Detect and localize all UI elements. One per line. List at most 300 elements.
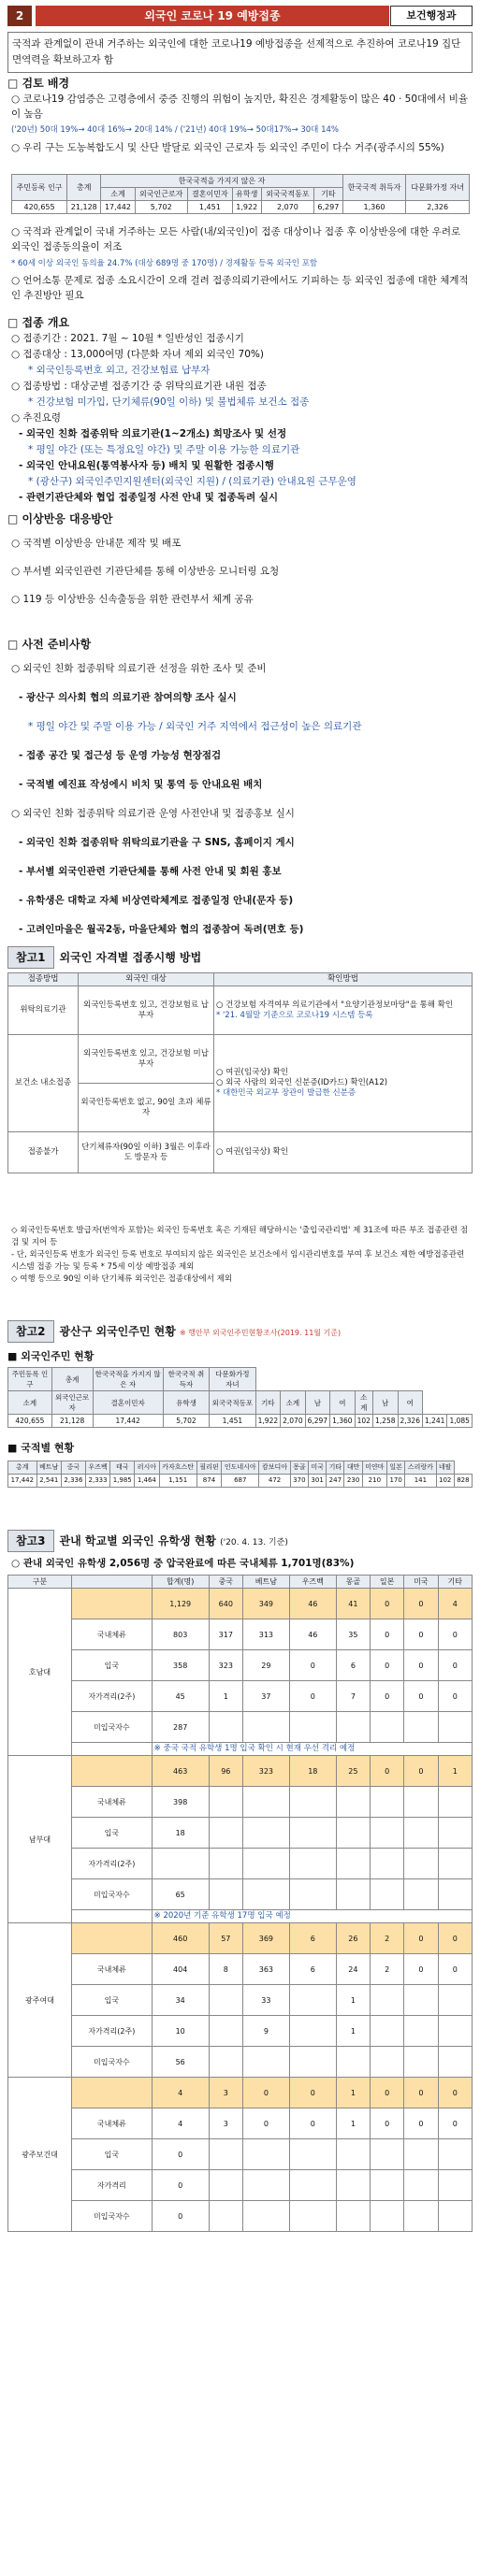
cell: 남 bbox=[373, 1391, 398, 1415]
cell bbox=[438, 2170, 472, 2201]
cell: 0 bbox=[242, 2078, 289, 2108]
cell: 입국 bbox=[72, 1985, 153, 2016]
cell: 301 bbox=[308, 1475, 326, 1488]
cell: 합계(명) bbox=[152, 1576, 209, 1589]
cell: 0 bbox=[404, 1619, 438, 1650]
cell: 141 bbox=[405, 1475, 436, 1488]
cell: 6,297 bbox=[314, 201, 343, 214]
cell: 45 bbox=[152, 1681, 209, 1712]
list-item: * (광산구) 외국인주민지원센터(외국인 지원) / (의료기관) 안내요원 근무운영 bbox=[28, 476, 356, 487]
cell: 0 bbox=[152, 2170, 209, 2201]
cell: 접종방법 bbox=[8, 973, 79, 986]
cell bbox=[242, 2170, 289, 2201]
cell: 1 bbox=[336, 1985, 370, 2016]
cell bbox=[242, 2201, 289, 2232]
cell: 57 bbox=[209, 1923, 242, 1954]
cell: 0 bbox=[371, 2108, 404, 2139]
cell: 1,464 bbox=[135, 1475, 159, 1488]
list-item: - 외국인 친화 접종위탁 위탁의료기관을 구 SNS, 홈페이지 게시 bbox=[19, 837, 295, 848]
cell: 국내체류 bbox=[72, 1954, 153, 1985]
cell: 캄보디아 bbox=[259, 1461, 290, 1475]
ref2-title: 광산구 외국인주민 현황 bbox=[59, 1325, 176, 1338]
cell: 0 bbox=[438, 1923, 472, 1954]
cell bbox=[209, 1879, 242, 1910]
cell: 9 bbox=[242, 2016, 289, 2047]
cell: 10 bbox=[152, 2016, 209, 2047]
cell: 중국 bbox=[61, 1461, 85, 1475]
list-item: ○ 119 등 이상반응 신속출동을 위한 관련부서 체계 공유 bbox=[11, 594, 254, 605]
ref3-tag: 참고3 bbox=[7, 1530, 54, 1552]
cell bbox=[438, 2201, 472, 2232]
cell: 미입국자수 bbox=[72, 2047, 153, 2078]
cell: 0 bbox=[289, 1650, 336, 1681]
lead-box: 국적과 관계없이 관내 거주하는 외국인에 대한 코로나19 예방접종을 선제적으로 추진하여 코로나19 집단면역력을 확보하고자 함 bbox=[7, 32, 473, 73]
summary-table bbox=[11, 174, 470, 214]
cell: 26 bbox=[336, 1923, 370, 1954]
cell bbox=[404, 2170, 438, 2201]
note-line: - 단, 외국인등록 번호가 외국인 등록 번호로 부여되지 않은 외국인은 보건소에서 임시관리번호를 부여 후 보건소 제한 예방접종관련시스템 접종 가능 및 등록 * 75세 이상 예방접종 제외 bbox=[11, 1250, 465, 1272]
ref2-note: ※ 행안부 외국인주민현황조사(2019. 11월 기준) bbox=[180, 1329, 342, 1337]
cell: 247 bbox=[327, 1475, 344, 1488]
cell bbox=[209, 1849, 242, 1879]
cell: 자가격리 bbox=[72, 2170, 153, 2201]
section-number: 2 bbox=[7, 6, 32, 26]
cell: 5,702 bbox=[163, 1415, 209, 1428]
cell bbox=[242, 1849, 289, 1879]
ref2-resident-table bbox=[7, 1367, 473, 1428]
cell: 1,451 bbox=[210, 1415, 255, 1428]
cell: 다문화가정 자녀 bbox=[210, 1368, 255, 1391]
school-name: 광주보건대 bbox=[8, 2078, 72, 2232]
cell: 미얀마 bbox=[362, 1461, 386, 1475]
cell: 보건소 내소접종 bbox=[8, 1035, 79, 1132]
bg-p1-note: ('20년) 50대 19%→ 40대 16%→ 20대 14% / ('21년) 40대 19%→ 50대17%→ 30대 14% bbox=[11, 125, 339, 135]
list-item: ○ 추진요령 bbox=[11, 412, 62, 424]
cell: 외국국적동포 bbox=[261, 188, 313, 201]
cell: 313 bbox=[242, 1619, 289, 1650]
cell: 420,655 bbox=[8, 1415, 52, 1428]
cell: 미입국자수 bbox=[72, 2201, 153, 2232]
overview-list bbox=[11, 331, 470, 506]
cell bbox=[371, 1849, 404, 1879]
cell: 기타 bbox=[438, 1576, 472, 1589]
cell: 0 bbox=[371, 1681, 404, 1712]
list-item: ○ 접종대상 : 13,000여명 (다문화 자녀 제외 외국인 70%) bbox=[11, 349, 264, 360]
cell: 874 bbox=[196, 1475, 221, 1488]
cell: 입국 bbox=[72, 1650, 153, 1681]
section-background-title: □ 검토 배경 bbox=[7, 77, 70, 90]
cell: 1,258 bbox=[373, 1415, 398, 1428]
cell: 1 bbox=[209, 1681, 242, 1712]
cell: 0 bbox=[371, 1756, 404, 1787]
bg-p1: ○ 코로나19 감염증은 고령층에서 중증 진행의 위험이 높지만, 확진은 경제활동이 많은 40 · 50대에서 비율이 높음 bbox=[11, 94, 469, 120]
cell: 기타 bbox=[314, 188, 343, 201]
cell: 828 bbox=[454, 1475, 472, 1488]
section-prep-title: □ 사전 준비사항 bbox=[7, 638, 92, 651]
list-item: ○ 국적별 이상반응 안내문 제작 및 배포 bbox=[11, 538, 182, 549]
cell bbox=[404, 1818, 438, 1849]
school-name: 호남대 bbox=[8, 1589, 72, 1756]
cell: 스리랑카 bbox=[405, 1461, 436, 1475]
ref3-title: 관내 학교별 외국인 유학생 현황 bbox=[59, 1534, 216, 1547]
cell: 중국 bbox=[209, 1576, 242, 1589]
cell bbox=[214, 986, 473, 1035]
cell: 한국국적을 가지지 않은 자 bbox=[101, 175, 342, 188]
cell bbox=[336, 1787, 370, 1818]
list-item: ○ 외국인 친화 접종위탁 의료기관 운영 사전안내 및 접종홍보 실시 bbox=[11, 808, 295, 819]
cell bbox=[242, 1712, 289, 1743]
ref3-lead: ○ 관내 외국인 유학생 2,056명 중 압국완료에 따른 국내체류 1,701명(83%) bbox=[11, 1558, 355, 1569]
cell: 41 bbox=[336, 1589, 370, 1619]
cell: 일본 bbox=[387, 1461, 405, 1475]
cell: 0 bbox=[371, 2078, 404, 2108]
cell: 3 bbox=[209, 2108, 242, 2139]
cell: 35 bbox=[336, 1619, 370, 1650]
cell: 1,360 bbox=[330, 1415, 355, 1428]
cell: 외국인등록번호 있고, 건강보험 미납부자 bbox=[79, 1035, 214, 1084]
cell bbox=[242, 1787, 289, 1818]
section-overview-title: □ 접종 개요 bbox=[7, 316, 70, 329]
cell: 2,070 bbox=[281, 1415, 305, 1428]
cell: 0 bbox=[438, 1619, 472, 1650]
cell: 유학생 bbox=[163, 1391, 209, 1415]
list-item: ○ 접종기간 : 2021. 7월 ~ 10월 * 일반성인 접종시기 bbox=[11, 333, 244, 344]
cell bbox=[404, 2139, 438, 2170]
cell bbox=[72, 1743, 153, 1756]
ref1-tag: 참고1 bbox=[7, 946, 54, 969]
cell: 카자흐스탄 bbox=[159, 1461, 196, 1475]
cell: 구분 bbox=[8, 1576, 72, 1589]
list-item: * 건강보험 미가입, 단기체류(90일 이하) 및 불법체류 보건소 접종 bbox=[28, 396, 310, 408]
cell bbox=[289, 2139, 336, 2170]
cell bbox=[371, 2201, 404, 2232]
cell: 18 bbox=[152, 1818, 209, 1849]
cell: 베트남 bbox=[36, 1461, 61, 1475]
cell bbox=[371, 1818, 404, 1849]
list-item: ○ 외국인 친화 접종위탁 의료기관 선정을 위한 조사 및 준비 bbox=[11, 663, 267, 674]
cell: 0 bbox=[404, 1756, 438, 1787]
cell: 소계 bbox=[101, 188, 135, 201]
cell: 2,333 bbox=[85, 1475, 109, 1488]
cell: 363 bbox=[242, 1954, 289, 1985]
cell: 3 bbox=[209, 2078, 242, 2108]
cell: 미국 bbox=[308, 1461, 326, 1475]
cell: ※ 2020년 기준 유학생 17명 입국 예정 bbox=[152, 1910, 472, 1923]
list-item: - 접종 공간 및 접근성 등 운영 가능성 현장점검 bbox=[19, 750, 222, 761]
cell: 460 bbox=[152, 1923, 209, 1954]
cell: 0 bbox=[404, 2108, 438, 2139]
cell bbox=[371, 2170, 404, 2201]
cell: 56 bbox=[152, 2047, 209, 2078]
cell: 0 bbox=[404, 1681, 438, 1712]
adverse-list bbox=[11, 529, 470, 613]
cell bbox=[404, 1849, 438, 1879]
cell bbox=[404, 2047, 438, 2078]
ref2-nation-table bbox=[7, 1461, 473, 1488]
cell: 803 bbox=[152, 1619, 209, 1650]
cell: 주민등록 인구 bbox=[8, 1368, 52, 1391]
cell: 베트남 bbox=[242, 1576, 289, 1589]
cell bbox=[209, 1787, 242, 1818]
ref2-heading bbox=[7, 1320, 341, 1341]
cell: 65 bbox=[152, 1879, 209, 1910]
list-item: ○ 접종방법 : 대상군별 접종기간 중 위탁의료기관 내원 접종 bbox=[11, 381, 267, 392]
cell: 0 bbox=[404, 1954, 438, 1985]
line: * '21. 4월말 기준으로 코로나19 시스템 등록 bbox=[216, 1010, 373, 1020]
cell: 입국 bbox=[72, 1818, 153, 1849]
cell: 여 bbox=[398, 1391, 422, 1415]
cell: 결혼이민자 bbox=[93, 1391, 163, 1415]
cell: 2,336 bbox=[61, 1475, 85, 1488]
cell: 0 bbox=[371, 1650, 404, 1681]
cell: 46 bbox=[289, 1589, 336, 1619]
list-item: - 유학생은 대학교 자체 비상연락체계로 접종일정 안내(문자 등) bbox=[19, 895, 294, 906]
cell bbox=[209, 2201, 242, 2232]
ref2-tag: 참고2 bbox=[7, 1320, 54, 1343]
cell bbox=[438, 1712, 472, 1743]
cell: 0 bbox=[371, 1619, 404, 1650]
cell: 0 bbox=[438, 2108, 472, 2139]
cell: 다문화가정 자녀 bbox=[406, 175, 470, 201]
cell: 210 bbox=[362, 1475, 386, 1488]
line: * 대한민국 외교부 장관이 발급한 신분증 bbox=[216, 1088, 356, 1098]
list-item: - 관련기관단체와 협업 접종일정 사전 안내 및 접종독려 실시 bbox=[19, 492, 279, 503]
cell: 287 bbox=[152, 1712, 209, 1743]
ref1-heading bbox=[7, 946, 201, 967]
ref3-table bbox=[7, 1575, 473, 2232]
cell bbox=[336, 1818, 370, 1849]
cell: 1,451 bbox=[187, 201, 232, 214]
cell: 입국 bbox=[72, 2139, 153, 2170]
bg-p4: ○ 언어소통 문제로 접종 소요시간이 오래 걸려 접종의뢰기관에서도 기피하는 등 외국인 접종에 대한 체계적인 추진방안 필요 bbox=[11, 275, 469, 301]
cell bbox=[72, 1910, 153, 1923]
cell: 2,326 bbox=[398, 1415, 422, 1428]
cell: 420,655 bbox=[12, 201, 67, 214]
cell: 0 bbox=[438, 1954, 472, 1985]
cell: 33 bbox=[242, 1985, 289, 2016]
cell bbox=[289, 1787, 336, 1818]
cell bbox=[404, 2016, 438, 2047]
cell: 46 bbox=[289, 1619, 336, 1650]
cell bbox=[152, 1849, 209, 1879]
cell bbox=[336, 1849, 370, 1879]
cell bbox=[438, 2016, 472, 2047]
cell: 317 bbox=[209, 1619, 242, 1650]
cell: 외국인근로자 bbox=[135, 188, 187, 201]
cell: 주민등록 인구 bbox=[12, 175, 67, 201]
list-item: - 외국인 안내요원(통역봉사자 등) 배치 및 원활한 접종시행 bbox=[19, 460, 274, 471]
cell: 1,151 bbox=[159, 1475, 196, 1488]
list-item: ○ 부서별 외국인관련 기관단체를 통해 이상반응 모니터링 요청 bbox=[11, 566, 280, 577]
cell: 1 bbox=[336, 2108, 370, 2139]
cell bbox=[209, 2016, 242, 2047]
cell: 0 bbox=[404, 1589, 438, 1619]
cell: 0 bbox=[152, 2139, 209, 2170]
cell bbox=[289, 1818, 336, 1849]
cell: 6 bbox=[289, 1954, 336, 1985]
cell bbox=[242, 1818, 289, 1849]
ref1-title: 외국인 자격별 접종시행 방법 bbox=[59, 951, 202, 964]
note-line: ◇ 외국인등록번호 발급자(번역자 포함)는 외국인 등록번호 혹은 기재된 해당하시는 '출입국관리법' 제 31조에 따른 부조 접종관련 점검 및 지어 등 bbox=[11, 1226, 468, 1247]
cell bbox=[438, 2139, 472, 2170]
list-item: - 외국인 친화 접종위탁 의료기관(1~2개소) 희망조사 및 선정 bbox=[19, 428, 287, 439]
cell: 1 bbox=[336, 2016, 370, 2047]
section-adverse-title: □ 이상반응 대응방안 bbox=[7, 512, 113, 525]
cell bbox=[242, 1879, 289, 1910]
list-item: - 국적별 예진표 작성에시 비치 및 통역 등 안내요원 배치 bbox=[19, 779, 263, 790]
cell bbox=[72, 2078, 153, 2108]
cell: 일본 bbox=[371, 1576, 404, 1589]
cell: 0 bbox=[242, 2108, 289, 2139]
cell bbox=[72, 1923, 153, 1954]
cell bbox=[214, 1035, 473, 1132]
cell bbox=[209, 1985, 242, 2016]
cell bbox=[404, 1985, 438, 2016]
prep-list bbox=[11, 655, 470, 944]
cell: 2,070 bbox=[261, 201, 313, 214]
cell: 네팔 bbox=[436, 1461, 454, 1475]
cell: 37 bbox=[242, 1681, 289, 1712]
cell: 4 bbox=[152, 2108, 209, 2139]
cell: ※ 중국 국적 유학생 1명 입국 확인 시 현재 우선 격리 예정 bbox=[152, 1743, 472, 1756]
cell: 인도네시아 bbox=[222, 1461, 259, 1475]
cell bbox=[242, 2047, 289, 2078]
cell: 230 bbox=[344, 1475, 362, 1488]
cell: 미국 bbox=[404, 1576, 438, 1589]
cell: 0 bbox=[404, 1650, 438, 1681]
cell: 1 bbox=[438, 1756, 472, 1787]
cell bbox=[209, 2170, 242, 2201]
list-item: - 고려인마을은 월곡2동, 마을단체와 협의 접종참여 독려(면호 등) bbox=[19, 924, 304, 935]
cell: 우즈벡 bbox=[85, 1461, 109, 1475]
cell: 기타 bbox=[327, 1461, 344, 1475]
cell bbox=[242, 2139, 289, 2170]
cell: 18 bbox=[289, 1756, 336, 1787]
cell: 자가격리(2주) bbox=[72, 1849, 153, 1879]
ref2-sub2: ■ 국적별 현황 bbox=[7, 1442, 75, 1454]
cell: 0 bbox=[289, 2108, 336, 2139]
cell bbox=[209, 1712, 242, 1743]
cell: 러시아 bbox=[135, 1461, 159, 1475]
list-item: - 광산구 의사회 협의 의료기관 참여의향 조사 실시 bbox=[19, 692, 237, 703]
cell: 8 bbox=[209, 1954, 242, 1985]
cell bbox=[209, 2139, 242, 2170]
cell: 2 bbox=[371, 1954, 404, 1985]
doc-header bbox=[7, 6, 473, 26]
cell bbox=[438, 1818, 472, 1849]
ref2-sub1: ■ 외국인주민 현황 bbox=[7, 1350, 95, 1362]
school-name: 광주여대 bbox=[8, 1923, 72, 2078]
cell: 위탁의료기관 bbox=[8, 986, 79, 1035]
cell bbox=[289, 1985, 336, 2016]
cell bbox=[336, 2170, 370, 2201]
cell: 한국국적 취득자 bbox=[163, 1368, 209, 1391]
cell bbox=[438, 1849, 472, 1879]
list-item: * 평일 야간 (또는 특정요일 야간) 및 주말 이용 가능한 의료기관 bbox=[28, 444, 300, 455]
cell bbox=[289, 2047, 336, 2078]
bg-p2: ○ 우리 구는 도농복합도시 및 산단 발달로 외국인 근로자 등 외국인 주민이 다수 거주(광주시의 55%) bbox=[11, 142, 444, 153]
cell: 7 bbox=[336, 1681, 370, 1712]
cell: 6,297 bbox=[305, 1415, 329, 1428]
cell: 17,442 bbox=[93, 1415, 163, 1428]
bg-p3: ○ 국적과 관계없이 국내 거주하는 모든 사람(내/외국인)이 접종 대상이나 접종 후 이상반응에 대한 우려로 외국인 접종동의율이 저조 bbox=[11, 226, 461, 252]
cell bbox=[371, 1985, 404, 2016]
list-item: * 평일 야간 및 주말 이용 가능 / 외국인 거주 지역에서 접근성이 높은 의료기관 bbox=[28, 721, 362, 732]
cell: 370 bbox=[290, 1475, 308, 1488]
cell: 472 bbox=[259, 1475, 290, 1488]
cell: 2,541 bbox=[36, 1475, 61, 1488]
cell: 유학생 bbox=[232, 188, 261, 201]
cell: 총계 bbox=[67, 175, 101, 201]
cell: 358 bbox=[152, 1650, 209, 1681]
cell: 2,326 bbox=[406, 201, 470, 214]
cell: 국내체류 bbox=[72, 2108, 153, 2139]
cell bbox=[209, 2047, 242, 2078]
cell: 1,985 bbox=[110, 1475, 135, 1488]
cell: 결혼이민자 bbox=[187, 188, 232, 201]
cell bbox=[289, 2201, 336, 2232]
cell: 한국국적 취득자 bbox=[342, 175, 406, 201]
cell bbox=[289, 1849, 336, 1879]
cell bbox=[289, 2170, 336, 2201]
list-item: * 외국인등록번호 외고, 건강보험료 납부자 bbox=[28, 365, 211, 376]
cell: 외국인등록번호 없고, 90일 초과 체류자 bbox=[79, 1084, 214, 1132]
cell: 2 bbox=[371, 1923, 404, 1954]
cell: 0 bbox=[404, 1923, 438, 1954]
list-item: - 부서별 외국인관련 기관단체를 통해 사전 안내 및 회원 홍보 bbox=[19, 866, 282, 877]
cell bbox=[371, 1712, 404, 1743]
cell: 404 bbox=[152, 1954, 209, 1985]
ref3-heading bbox=[7, 1530, 288, 1550]
cell: 170 bbox=[387, 1475, 405, 1488]
cell bbox=[371, 1787, 404, 1818]
cell: 0 bbox=[289, 1681, 336, 1712]
ref1-notes bbox=[11, 1225, 470, 1286]
cell: 24 bbox=[336, 1954, 370, 1985]
cell: 4 bbox=[152, 2078, 209, 2108]
cell bbox=[438, 1985, 472, 2016]
cell: 17,442 bbox=[8, 1475, 37, 1488]
ref3-date: ('20. 4. 13. 기준) bbox=[220, 1538, 288, 1547]
cell bbox=[404, 1787, 438, 1818]
cell: 6 bbox=[336, 1650, 370, 1681]
cell: 총계 bbox=[8, 1461, 37, 1475]
cell bbox=[404, 1712, 438, 1743]
cell: 1,085 bbox=[447, 1415, 473, 1428]
cell bbox=[371, 2047, 404, 2078]
cell: 1,360 bbox=[342, 201, 406, 214]
cell: 21,128 bbox=[67, 201, 101, 214]
cell: 외국인근로자 bbox=[51, 1391, 93, 1415]
cell bbox=[404, 2201, 438, 2232]
cell: 1,129 bbox=[152, 1589, 209, 1619]
cell: 369 bbox=[242, 1923, 289, 1954]
cell: 우즈벡 bbox=[289, 1576, 336, 1589]
cell bbox=[72, 1589, 153, 1619]
cell: 소계 bbox=[355, 1391, 372, 1415]
cell: 접종불가 bbox=[8, 1132, 79, 1173]
cell bbox=[72, 1576, 153, 1589]
cell: 0 bbox=[152, 2201, 209, 2232]
cell: 34 bbox=[152, 1985, 209, 2016]
cell: 자가격리(2주) bbox=[72, 1681, 153, 1712]
cell: 29 bbox=[242, 1650, 289, 1681]
cell: 외국인등록번호 있고, 건강보험료 납부자 bbox=[79, 986, 214, 1035]
cell: 소계 bbox=[8, 1391, 52, 1415]
cell bbox=[336, 1712, 370, 1743]
cell bbox=[336, 2201, 370, 2232]
cell bbox=[289, 1879, 336, 1910]
